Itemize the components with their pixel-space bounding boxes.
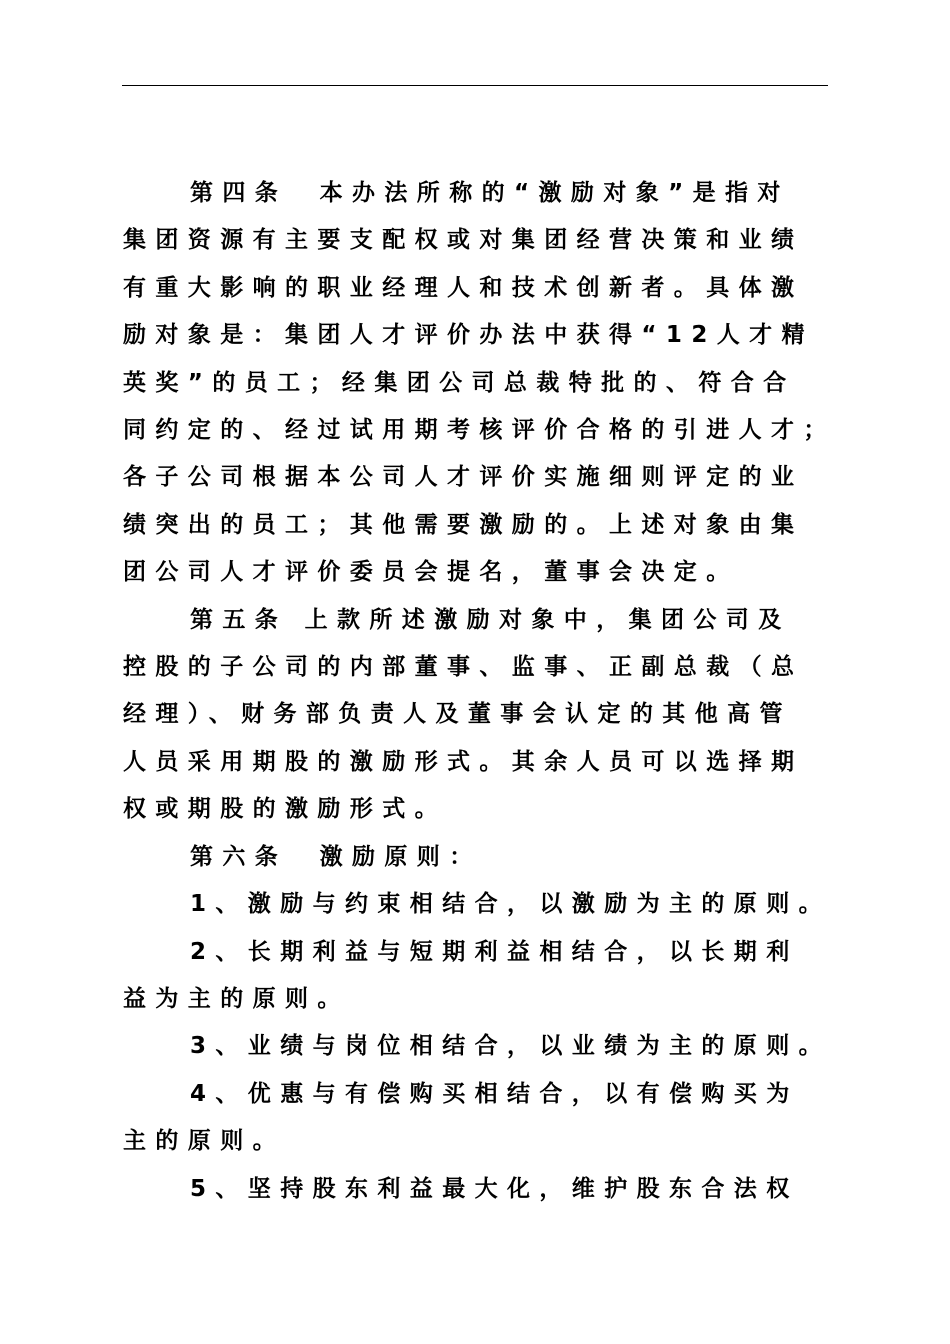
text-line: 2、长期利益与短期利益相结合，以长期利 bbox=[190, 938, 799, 965]
text-line: 益为主的原则。 bbox=[123, 985, 350, 1012]
paragraph-article-6-heading bbox=[123, 834, 823, 881]
text-line: 第五条 上款所述激励对象中，集团公司及 bbox=[190, 606, 791, 633]
text-line: 控股的子公司的内部董事、监事、正副总裁（总 bbox=[123, 654, 804, 681]
text-line: 励对象是：集团人才评价办法中获得“12人才精 bbox=[123, 322, 814, 349]
paragraph-principle-5 bbox=[123, 1166, 823, 1213]
text-line: 5、坚持股东利益最大化，维护股东合法权 bbox=[190, 1175, 799, 1202]
text-line: 3、业绩与岗位相结合，以业绩为主的原则。 bbox=[190, 1033, 832, 1060]
paragraph-principle-2 bbox=[123, 929, 823, 1024]
text-line: 1、激励与约束相结合，以激励为主的原则。 bbox=[190, 891, 832, 918]
text-line: 团公司人才评价委员会提名，董事会决定。 bbox=[123, 559, 739, 586]
text-line: 有重大影响的职业经理人和技术创新者。具体激 bbox=[123, 274, 804, 301]
text-line: 4、优惠与有偿购买相结合，以有偿购买为 bbox=[190, 1080, 799, 1107]
paragraph-article-5 bbox=[123, 597, 823, 834]
paragraph-principle-4 bbox=[123, 1071, 823, 1166]
text-line: 主的原则。 bbox=[123, 1128, 285, 1155]
paragraph-principle-3 bbox=[123, 1023, 832, 1070]
document-body bbox=[123, 170, 836, 1213]
text-line: 第六条 激励原则： bbox=[190, 843, 482, 870]
paragraph-article-4 bbox=[123, 170, 836, 597]
text-line: 经理）、财务部负责人及董事会认定的其他高管 bbox=[123, 701, 792, 728]
text-line: 权或期股的激励形式。 bbox=[123, 796, 447, 823]
text-line: 人员采用期股的激励形式。其余人员可以选择期 bbox=[123, 748, 804, 775]
header-rule bbox=[122, 85, 828, 86]
paragraph-principle-1 bbox=[123, 881, 832, 928]
text-line: 绩突出的员工；其他需要激励的。上述对象由集 bbox=[123, 511, 804, 538]
text-line: 第四条 本办法所称的“激励对象”是指对 bbox=[190, 180, 790, 206]
text-line: 同约定的、经过试用期考核评价合格的引进人才； bbox=[123, 417, 836, 444]
text-line: 各子公司根据本公司人才评价实施细则评定的业 bbox=[123, 464, 804, 491]
text-line: 英奖”的员工；经集团公司总裁特批的、符合合 bbox=[123, 369, 796, 396]
text-line: 集团资源有主要支配权或对集团经营决策和业绩 bbox=[123, 227, 804, 254]
